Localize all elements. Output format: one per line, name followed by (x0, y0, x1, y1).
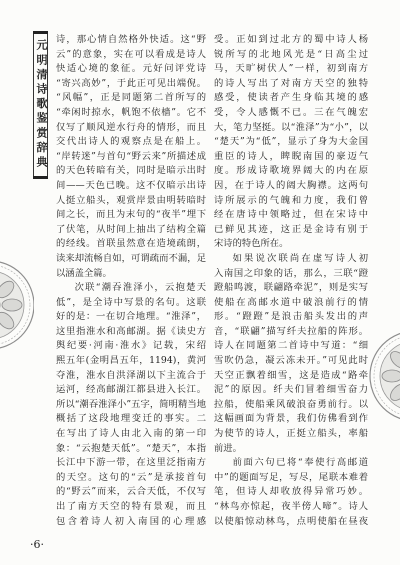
text-line: 夺淮，淮水自洪泽湖以下主流合于 (56, 369, 206, 381)
text-line: 在写出了诗人由北入南的第一印 (56, 428, 206, 440)
text-line: 诗，那心情自然格外快适。这“野 (56, 34, 206, 45)
text-line: 舆纪要·河南·淮水》记载，宋绍 (56, 340, 206, 352)
paragraph (56, 33, 206, 281)
text-line: 象：“云抱楚天低”。“楚天”，本指 (56, 442, 206, 454)
text-line: 次联“潮吞淮泽小，云抱楚天 (74, 282, 206, 294)
paragraph (214, 252, 368, 456)
text-line: 已鲜见其迹，这正是金诗有别于 (214, 223, 368, 235)
text-line: 度。形成诗歌境界阔大的内在原 (214, 165, 368, 177)
text-line: 诗所展示的气魄和力度，我们曾 (214, 194, 368, 206)
text-line: 的“野云”而来，云合天低，不仅写 (56, 486, 206, 498)
text-line: 所以“潮吞淮泽小”五字，简明精当地 (56, 398, 206, 410)
paragraph (214, 456, 368, 529)
text-line: 如果说次联尚在虚写诗人初 (232, 252, 368, 264)
bracket-bottom (33, 176, 48, 179)
text-line: “楚天”为“低”，显示了身为大金国 (214, 136, 368, 148)
text-line: 了伏笔，从时间上抽出了结构全篇 (56, 223, 206, 235)
text-line: 入南国之印象的话，那么，三联“蹬 (214, 267, 368, 279)
text-line: 的经线。首联虽然意在造境疏朗， (56, 238, 206, 250)
text-line: 拉船，使船乘风破浪奋勇前行。以 (214, 398, 368, 410)
text-line: 包含着诗人初入南国的心理感 (56, 515, 206, 527)
text-line: 这里指淮水和高邮湖。据《读史方 (56, 325, 206, 337)
text-line: 因，在于诗人的阔大胸襟。这两句 (214, 179, 368, 191)
text-line: 交代出诗人的观察点是在船上。 (56, 136, 206, 148)
text-line: “林鸟亦惊起，夜半傍人啼”。诗人 (214, 501, 368, 512)
text-line: 长江中下游一带，在这里泛指南方 (56, 457, 206, 469)
text-line: 的天空。这句的“云”是承接首句 (56, 471, 206, 483)
text-line: 笔，但诗人却收放得异常巧妙。 (214, 486, 368, 498)
text-line: 经在唐诗中领略过，但在宋诗中 (214, 209, 368, 221)
text-line: 这幅画面为背景，我们仿佛看到作 (214, 413, 368, 425)
text-line: 出了南方天空的特有景观，而且 (56, 501, 206, 512)
text-line: 读来却流畅自如，可谓疏而不漏，足 (56, 252, 206, 264)
text-line: 快适心境的象征。元好问评党诗 (56, 63, 206, 75)
book-title-label (33, 31, 48, 179)
page-number: ·6· (30, 538, 44, 551)
text-line: 低”，是全诗中写景的名句。这联 (56, 296, 206, 308)
text-line: “风幅”，正是同题第二首所写的 (56, 92, 206, 104)
bracket-top (33, 31, 48, 34)
text-line: 受，令人感慨不已。三在气魄宏 (214, 106, 368, 118)
text-line: 使船在高邮水道中破浪前行的情 (214, 296, 368, 308)
text-line: 马，天旷树伏人”一样，初到南方 (214, 63, 368, 75)
paragraph (214, 33, 368, 252)
text-line: 受。正如到过北方的蜀中诗人杨 (214, 34, 368, 45)
text-line: 间——天色已晚。这不仅暗示出诗 (56, 179, 206, 191)
ornament-medallion-left-icon (0, 257, 34, 353)
text-column-left (56, 33, 206, 529)
text-line: 的诗人写出了对南方天空的独特 (214, 77, 368, 89)
text-line: 形。“蹬蹬”是浪击船头发出的声 (214, 311, 368, 323)
text-line: 雪吹仍急，凝云冻未开。”可见此时 (214, 355, 368, 367)
text-line: 重臣的诗人，睥睨南国的豪迈气 (214, 150, 368, 162)
text-line: 前面六句已将“奉使行高邮道 (232, 457, 368, 469)
text-line: 为使节的诗人，正挺立船头，率船 (214, 428, 368, 440)
text-line: 运河，经高邮湖江都县进入长江。 (56, 384, 206, 396)
text-line: 以使船惊动林鸟，点明使船在昼夜 (214, 515, 368, 527)
text-line: 以涵盖全篇。 (56, 267, 112, 279)
text-line: 音，“联翩”描写纤夫拉船的阵形。 (214, 325, 368, 337)
text-line: 前进。 (214, 442, 242, 454)
text-line: “岸转迷”与首句“野云来”所描述成 (56, 150, 206, 162)
text-line: 天空正飘着细雪，这是造成“路牵 (214, 369, 368, 381)
text-line: 诗人在同题第二首诗中写道：“细 (214, 340, 368, 352)
text-line: 的天色转暗有关，同时是暗示出时 (56, 165, 206, 177)
text-line: 中”的题面写足，写尽，尾联本难着 (214, 471, 368, 483)
text-line: 间之长，而且为末句的“夜半”埋下 (56, 209, 206, 221)
paragraph (56, 281, 206, 529)
text-line: 概括了这段地理变迁的事实。二 (56, 413, 206, 425)
text-line: 锐所写的北地风光是“日高尘过 (214, 48, 368, 60)
ornament-medallion-right-icon (368, 328, 400, 424)
text-line: 泥”的原因。纤夫们冒着细雪奋力 (214, 384, 368, 396)
text-line: 仅写了顺风逆水行舟的情形，而且 (56, 121, 206, 133)
text-line: 熙五年(金明昌五年，1194)，黄河 (56, 355, 206, 367)
text-line: 云”的意象，实在可以看成是诗人 (56, 48, 206, 60)
text-line: 人挺立船头，观赏岸景由明转暗时 (56, 194, 206, 206)
text-line: 蹬船鸣渡，联翩路牵泥”，则是实写 (214, 282, 368, 294)
book-title-text: 元明清诗歌鉴赏辞典 (35, 39, 48, 171)
text-column-right (214, 33, 368, 529)
text-line: “寄兴高妙”，于此正可见出端倪。 (56, 77, 206, 89)
text-line: 宋诗的特色所在。 (214, 238, 289, 250)
text-line: 大，笔力坚挺。以“淮泽”为“小”，以 (214, 121, 368, 133)
text-line: 好的是：一在切合地理。“淮泽”， (56, 311, 206, 323)
text-line: “牵闲时掠水，帆饱不依樯”。它不 (56, 106, 206, 118)
text-line: 感受，使读者产生身临其境的感 (214, 92, 368, 104)
